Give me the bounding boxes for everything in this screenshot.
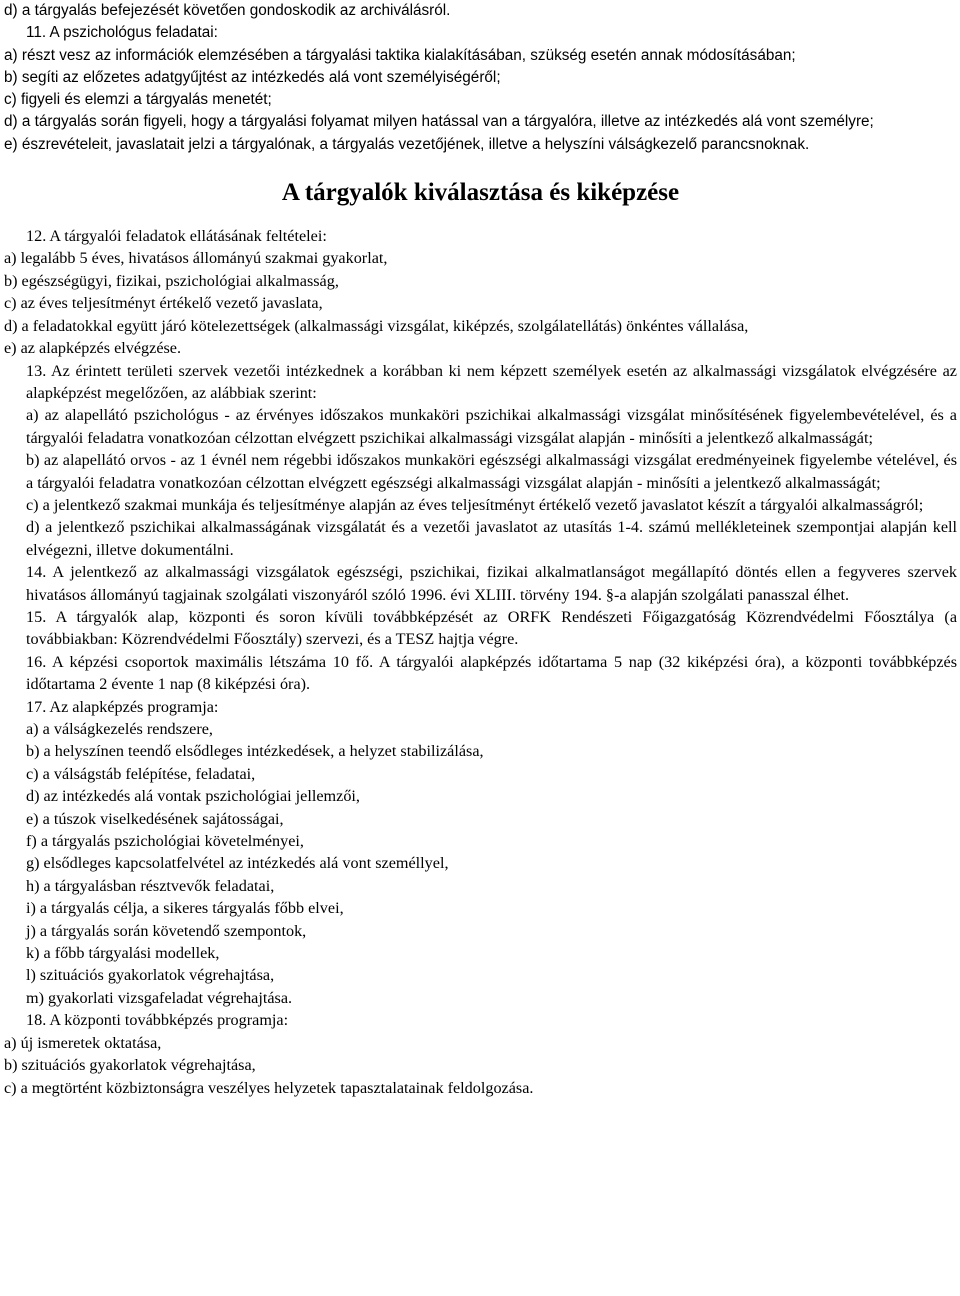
paragraph-line: m) gyakorlati vizsgafeladat végrehajtása. [26,988,293,1007]
paragraph-line: a) legalább 5 éves, hivatásos állományú szakmai gyakorlat, [4,249,388,268]
paragraph-line: c) a jelentkező szakmai munkája és teljesítménye alapján az éves teljesítményt értékelő vezető javaslatot készít a tárgyalói alkalmasságról; [26,495,924,514]
paragraph-line: a) új ismeretek oktatása, [4,1033,162,1052]
paragraph-line: 15. A tárgyalók alap, központi és soron kívüli továbbképzését az ORFK Rendészeti Főigazgatóság Közrendvédelmi Főosztálya (a továbbiakban: Közrendvédelmi Főosztály) szervezi, és a TESZ hajtja végre. [26,607,957,649]
paragraph-line: e) az alapképzés elvégzése. [4,339,182,358]
paragraph-line: c) az éves teljesítményt értékelő vezető javaslata, [4,294,323,313]
paragraph-line: f) a tárgyalás pszichológiai követelményei, [26,832,304,851]
paragraph-line: d) a jelentkező pszichikai alkalmasságának vizsgálatát és a vezetői javaslatot az utasítás 1-4. számú mellékleteinek szempontjai alapján kell elvégezni, illetve dokumentálni. [26,518,957,559]
section-heading: A tárgyalók kiválasztása és kiképzése [281,179,680,207]
paragraph-line: 16. A képzési csoportok maximális létszáma 10 fő. A tárgyalói alapképzés időtartama 5 nap (32 kiképzési óra), a központi továbbképzés időtartama 2 évente 1 nap (8 kiképzési óra). [26,652,957,694]
paragraph-line: l) szituációs gyakorlatok végrehajtása, [26,966,275,985]
document-page [4,0,957,1099]
duties-section [4,0,957,156]
paragraph-line: 18. A központi továbbképzés programja: [26,1011,289,1030]
paragraph-line: a) az alapellátó pszichológus - az érvényes időszakos munkaköri pszichikai alkalmassági vizsgálat minősítésének figyelembevételével, és a tárgyalói feladatra vonatkozóan célzottan elvégzett pszichikai alkalmassági vizsgálat alapján - minősíti a jelentkező alkalmasságát; [26,406,957,447]
paragraph-line: 11. A pszichológus feladatai: [26,24,218,42]
selection-training-section [4,225,957,1099]
paragraph-line: d) a tárgyalás során figyeli, hogy a tárgyalási folyamat milyen hatással van a tárgyalóra, illetve az intézkedés alá vont személyre; [4,113,874,131]
paragraph-line: e) a túszok viselkedésének sajátosságai, [26,809,284,828]
paragraph-line: c) figyeli és elemzi a tárgyalás menetét; [4,91,272,109]
paragraph-line: k) a főbb tárgyalási modellek, [26,944,220,963]
paragraph-line: h) a tárgyalásban résztvevők feladatai, [26,876,275,895]
paragraph-line: 13. Az érintett területi szervek vezetői intézkednek a korábban ki nem képzett személyek esetén az alkalmassági vizsgálatok elvégzésére az alapképzést megelőzően, az alábbiak szerint: [26,361,957,402]
paragraph-line: d) a tárgyalás befejezését követően gondoskodik az archiválásról. [4,2,451,19]
paragraph-line: c) a válságstáb felépítése, feladatai, [26,764,256,783]
paragraph-line: b) egészségügyi, fizikai, pszichológiai alkalmasság, [4,271,339,290]
paragraph-line: j) a tárgyalás során követendő szempontok, [26,921,307,940]
paragraph-line: b) a helyszínen teendő elsődleges intézkedések, a helyzet stabilizálása, [26,742,484,761]
paragraph-line: 17. Az alapképzés programja: [26,697,219,716]
paragraph-line: g) elsődleges kapcsolatfelvétel az intézkedés alá vont személlyel, [26,854,449,873]
paragraph-line: a) a válságkezelés rendszere, [26,720,213,739]
paragraph-line: 14. A jelentkező az alkalmassági vizsgálatok egészségi, pszichikai, fizikai alkalmatlanságot megállapító döntés ellen a fegyveres szervek hivatásos állományú tagjainak szolgálati viszonyáról szóló 1996. évi XLIII. törvény 194. §-a alapján szolgálati panasszal élhet. [26,563,957,604]
paragraph-line: d) az intézkedés alá vontak pszichológiai jellemzői, [26,787,360,806]
paragraph-line: e) észrevételeit, javaslatait jelzi a tárgyalónak, a tárgyalás vezetőjének, illetve a helyszíni válságkezelő parancsnoknak. [4,135,810,153]
paragraph-line: c) a megtörtént közbiztonságra veszélyes helyzetek tapasztalatainak feldolgozása. [4,1078,534,1097]
paragraph-line: b) segíti az előzetes adatgyűjtést az intézkedés alá vont személyiségéről; [4,68,501,86]
paragraph-line: b) az alapellátó orvos - az 1 évnél nem régebbi időszakos munkaköri egészségi alkalmassági vizsgálat eredményeinek figyelembe vételével, és a tárgyalói feladatra vonatkozóan célzottan elvégzett egészségi alkalmassági vizsgálat alapján - minősíti a jelentkező alkalmasságát; [26,451,957,492]
paragraph-line: 12. A tárgyalói feladatok ellátásának feltételei: [26,227,327,246]
paragraph-line: a) részt vesz az információk elemzésében a tárgyalási taktika kialakításában, szükség esetén annak módosításában; [4,46,796,64]
paragraph-line: d) a feladatokkal együtt járó kötelezettségek (alkalmassági vizsgálat, kiképzés, szolgálatellátás) önkéntes vállalása, [4,316,749,335]
paragraph-line: i) a tárgyalás célja, a sikeres tárgyalás főbb elvei, [26,899,344,918]
paragraph-line: b) szituációs gyakorlatok végrehajtása, [4,1056,256,1075]
